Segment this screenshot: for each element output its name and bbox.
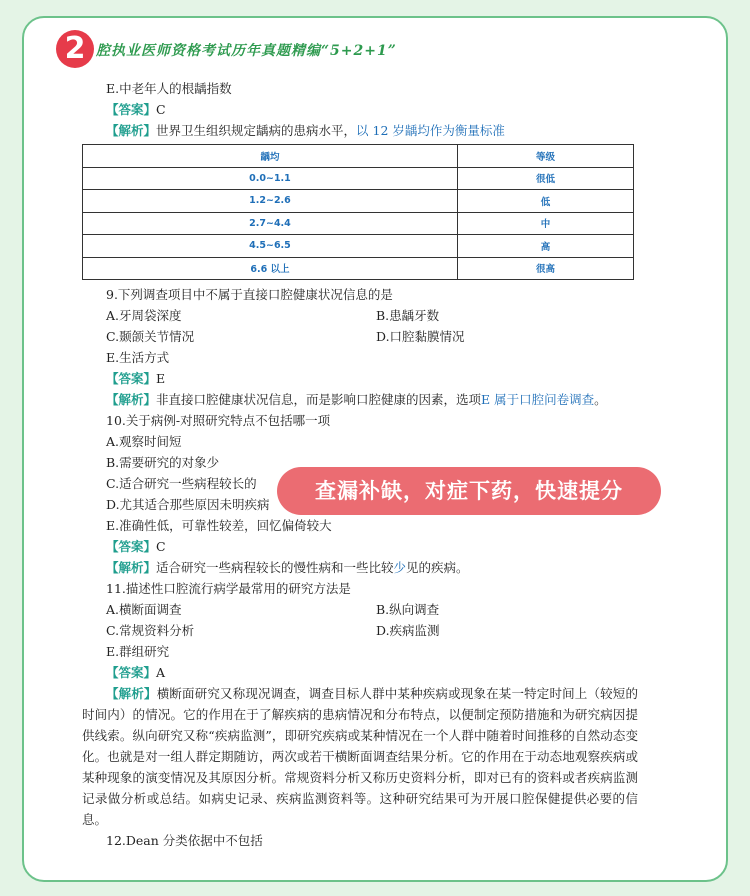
table-row [83,257,634,280]
promo-banner: 查漏补缺，对症下药，快速提分 [277,467,661,515]
answer-tag: 【答案】 [106,371,157,386]
analysis-highlight: 少 [393,560,407,575]
q11-stem: 11.描述性口腔流行病学最常用的研究方法是 [106,581,351,596]
analysis-text: 适合研究一些病程较长的慢性病和一些比较 [156,560,394,575]
table-row [83,190,634,213]
q10-option-e: E.准确性低，可靠性较差，回忆偏倚较大 [106,518,332,533]
q9-options-cd [106,326,646,347]
page-content [82,78,646,851]
q9-stem: 9.下列调查项目中不属于直接口腔健康状况信息的是 [106,287,393,302]
option-a: A.横断面调查 [106,602,182,617]
q10-option-c: C.适合研究一些病程较长的 [106,476,257,491]
q11-options-cd [106,620,646,641]
analysis-highlight: E 属于口腔问卷调查 [481,392,595,407]
book-title: 腔执业医师资格考试历年真题精编“5+2+1” [96,43,397,59]
table-cell: 2.7~4.4 [83,212,458,235]
option-c: C.颞颌关节情况 [106,329,195,344]
table-cell: 低 [457,190,633,213]
q10-stem: 10.关于病例-对照研究特点不包括哪一项 [106,413,331,428]
q10-option-d: D.尤其适合那些原因未明疾病 [106,497,270,512]
analysis-tag: 【解析】 [106,560,157,575]
q11-answer [106,662,646,683]
q12-stem: 12.Dean 分类依据中不包括 [106,833,263,848]
answer-tag: 【答案】 [106,102,157,117]
table-cell: 1.2~2.6 [83,190,458,213]
table-header-row [83,145,634,168]
answer-tag: 【答案】 [106,539,157,554]
q9-option-e: E.生活方式 [106,350,170,365]
table-cell: 4.5~6.5 [83,235,458,258]
analysis-tag: 【解析】 [106,392,157,407]
table-row [83,212,634,235]
table-cell: 中 [457,212,633,235]
table-header-cell: 等级 [457,145,633,168]
table-cell: 6.6 以上 [83,257,458,280]
analysis-tag: 【解析】 [106,686,157,701]
option-d: D.疾病监测 [376,623,440,638]
caries-grade-table [82,144,634,280]
analysis-end: 。 [594,392,607,407]
q10-answer [106,536,646,557]
q8-analysis [106,120,646,141]
q10-option-a: A.观察时间短 [106,434,182,449]
analysis-highlight: 以 12 岁龋均作为衡量标准 [356,123,505,138]
answer-value: A [156,665,166,680]
answer-value: C [156,102,166,117]
q9-answer [106,368,646,389]
table-row [83,235,634,258]
analysis-end: 见的疾病。 [406,560,469,575]
chapter-badge: 2 [56,30,94,68]
option-b: B.患龋牙数 [376,308,440,323]
q11-analysis [82,683,638,830]
answer-value: C [156,539,166,554]
table-cell: 很高 [457,257,633,280]
option-d: D.口腔黏膜情况 [376,329,465,344]
analysis-text: 非直接口腔健康状况信息，而是影响口腔健康的因素，选项 [156,392,482,407]
table-cell: 0.0~1.1 [83,167,458,190]
answer-tag: 【答案】 [106,665,157,680]
table-header-cell: 龋均 [83,145,458,168]
q11-options-ab [106,599,646,620]
table-cell: 高 [457,235,633,258]
answer-value: E [156,371,166,386]
q11-option-e: E.群组研究 [106,644,170,659]
q10-option-b: B.需要研究的对象少 [106,455,220,470]
analysis-text: 横断面研究又称现况调查，调查目标人群中某种疾病或现象在某一特定时间上（较短的时间内）的情况。它的作用在于了解疾病的患病情况和分布特点，以便制定预防措施和为研究病因提供线索。纵向研究又称“疾病监测”，即研究疾病或某种情况在一个人群中随着时间推移的自然动态变化。也就是对一组人群定期随访，两次或若干横断面调查结果分析。它的作用在于动态地观察疾病或某种现象的演变情况及其原因分析。常规资料分析又称历史资料分析，即对已有的资料或者疾病监测记录做分析或总结。如病史记录、疾病监测资料等。这种研究结果可为开展口腔保健提供必要的信息。 [82,686,638,827]
q9-options-ab [106,305,646,326]
analysis-tag: 【解析】 [106,123,157,138]
option-c: C.常规资料分析 [106,623,195,638]
option-b: B.纵向调查 [376,602,440,617]
table-cell: 很低 [457,167,633,190]
q8-answer [106,99,646,120]
q8-option-e: E.中老年人的根龋指数 [106,81,232,96]
analysis-text: 世界卫生组织规定龋病的患病水平， [156,123,357,138]
table-row [83,167,634,190]
q10-analysis [106,557,646,578]
q9-analysis [106,389,646,410]
option-a: A.牙周袋深度 [106,308,182,323]
